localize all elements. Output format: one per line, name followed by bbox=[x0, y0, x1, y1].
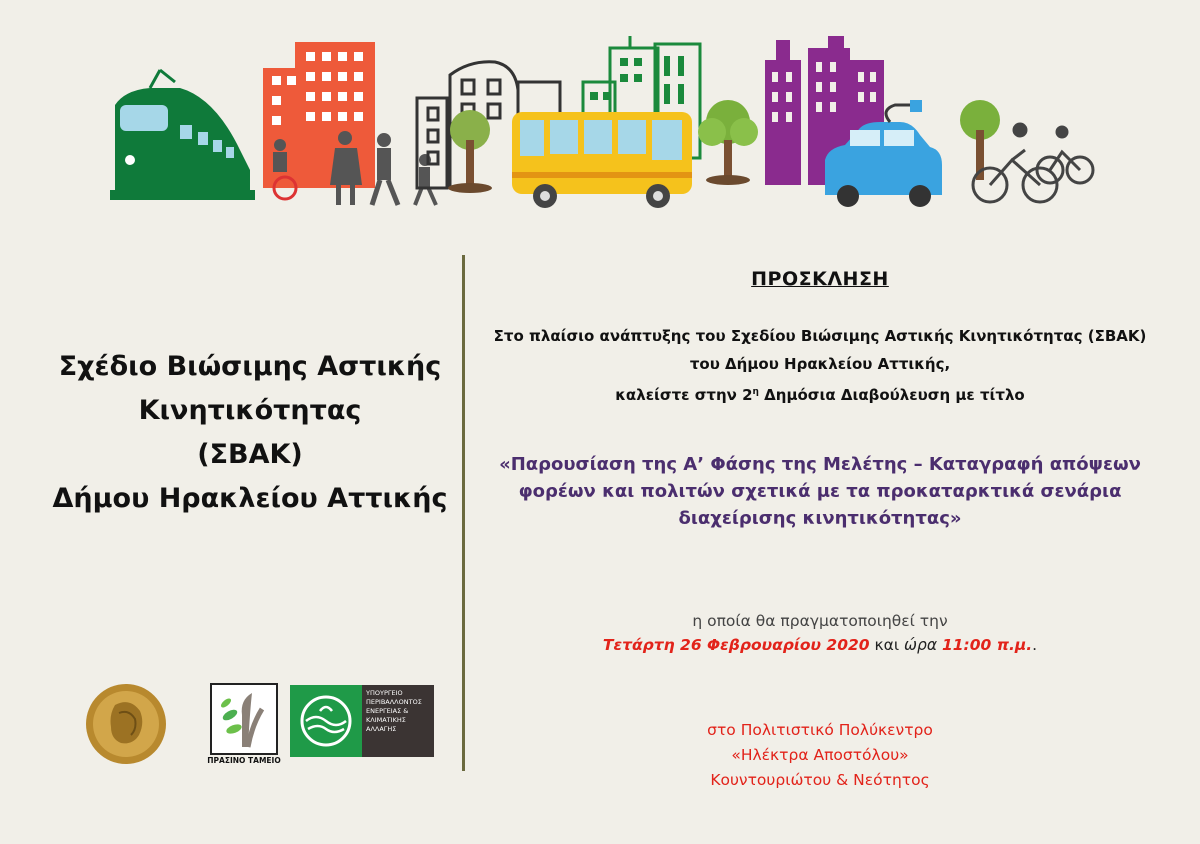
event-datetime bbox=[490, 636, 1150, 654]
venue-line-1: στο Πολιτιστικό Πολύκεντρο bbox=[707, 721, 933, 739]
time-word: ώρα bbox=[904, 636, 938, 654]
plan-title-line-3: (ΣΒΑΚ) bbox=[197, 439, 303, 470]
intro-line-2: του Δήμου Ηρακλείου Αττικής, bbox=[689, 355, 951, 373]
event-time: 11:00 π.μ. bbox=[941, 636, 1033, 654]
ministry-name bbox=[366, 689, 432, 734]
green-fund-emblem bbox=[210, 683, 278, 755]
green-fund-label: ΠΡΑΣΙΝΟ ΤΑΜΕΙΟ bbox=[207, 756, 281, 765]
ministry-line-3: ΕΝΕΡΓΕΙΑΣ & bbox=[366, 707, 409, 715]
vertical-divider bbox=[462, 255, 465, 771]
consultation-subject bbox=[490, 451, 1150, 532]
invitation-heading: ΠΡΟΣΚΛΗΣΗ bbox=[751, 268, 889, 290]
ministry-line-2: ΠΕΡΙΒΑΛΛΟΝΤΟΣ bbox=[366, 698, 422, 706]
subject-line-2: φορέων και πολιτών σχετικά με τα προκαταρκτικά σενάρια bbox=[518, 481, 1122, 502]
plan-title-line-2: Κινητικότητας bbox=[138, 395, 362, 426]
ministry-environment-logo bbox=[290, 685, 434, 757]
ministry-line-4: ΚΛΙΜΑΤΙΚΗΣ bbox=[366, 716, 406, 724]
intro-line-1: Στο πλαίσιο ανάπτυξης του Σχεδίου Βιώσιμης Αστικής Κινητικότητας (ΣΒΑΚ) bbox=[493, 327, 1147, 345]
municipality-seal-logo bbox=[85, 683, 167, 765]
city-mobility-illustration bbox=[0, 0, 1200, 230]
venue bbox=[490, 718, 1150, 793]
bus-icon bbox=[512, 112, 692, 208]
intro-line-3-post: Δημόσια Διαβούλευση με τίτλο bbox=[758, 386, 1025, 404]
time-end: . bbox=[1032, 636, 1038, 654]
ministry-emblem bbox=[290, 685, 362, 757]
venue-line-3: Κουντουριώτου & Νεότητος bbox=[710, 771, 930, 789]
green-fund-logo bbox=[207, 683, 281, 767]
plan-title-line-4: Δήμου Ηρακλείου Αττικής bbox=[52, 483, 448, 514]
subject-line-3: διαχείρισης κινητικότητας» bbox=[678, 508, 962, 529]
event-date: Τετάρτη 26 Φεβρουαρίου 2020 bbox=[602, 636, 870, 654]
tree-icon bbox=[698, 100, 758, 185]
plan-title-line-1: Σχέδιο Βιώσιμης Αστικής bbox=[58, 351, 442, 382]
tree-icon bbox=[448, 110, 492, 193]
venue-line-2: «Ηλέκτρα Αποστόλου» bbox=[731, 746, 909, 764]
plan-title bbox=[40, 345, 460, 521]
subject-line-1: «Παρουσίαση της Α’ Φάσης της Μελέτης – Καταγραφή απόψεων bbox=[499, 454, 1141, 475]
intro-line-3-pre: καλείστε στην 2 bbox=[615, 386, 753, 404]
intro-line-3 bbox=[490, 378, 1150, 409]
ministry-line-1: ΥΠΟΥΡΓΕΙΟ bbox=[366, 689, 403, 697]
ministry-line-5: ΑΛΛΑΓΗΣ bbox=[366, 725, 397, 733]
and-word: και bbox=[869, 636, 904, 654]
intro-line-3-sup: η bbox=[752, 387, 759, 397]
invitation-intro bbox=[490, 322, 1150, 409]
when-intro: η οποία θα πραγματοποιηθεί την bbox=[692, 612, 948, 630]
train-icon bbox=[110, 70, 255, 200]
